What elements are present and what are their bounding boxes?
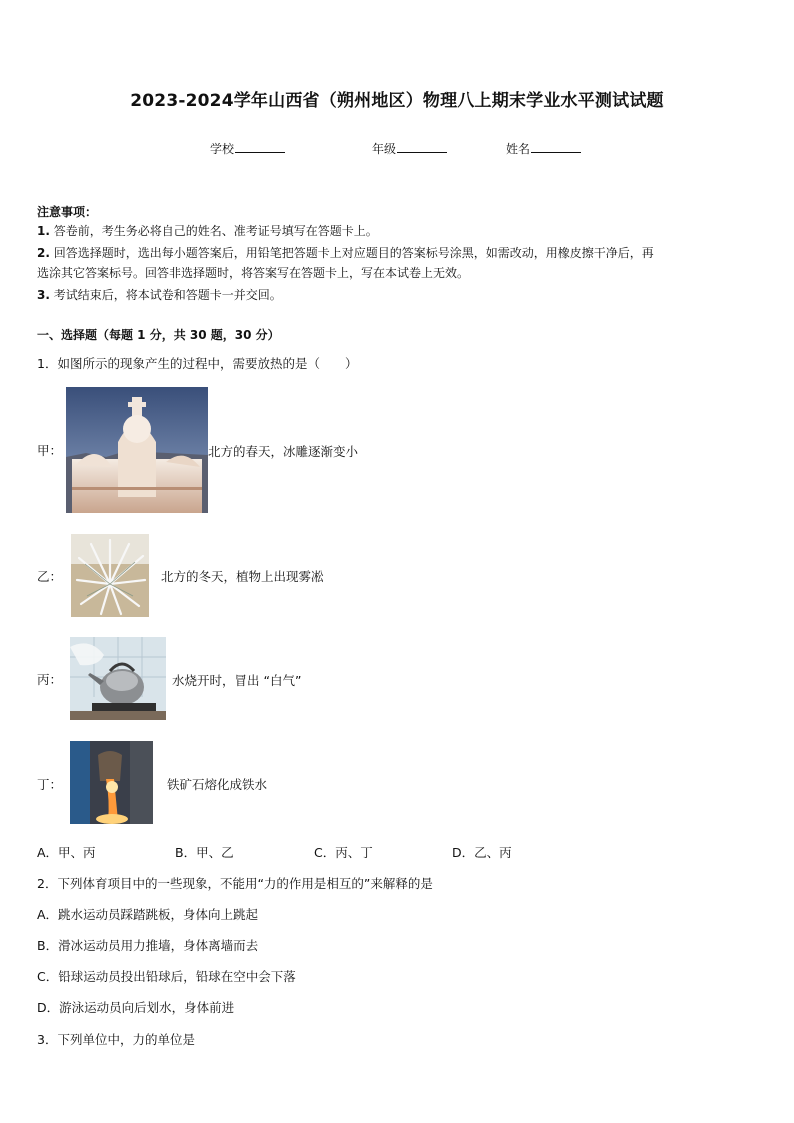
q1-option-c: C．丙、丁 [314,845,373,860]
item-caption-bing: 水烧开时，冒出 “白气” [172,673,302,688]
name-field [506,140,581,157]
notice-item-text: 考试结束后，将本试卷和答题卡一并交回。 [53,288,282,302]
rime-plant-image [71,534,149,617]
name-blank [531,141,581,153]
notice-item-text: 答卷前，考生务必将自己的姓名、准考证号填写在答题卡上。 [53,224,378,238]
q1-option-d: D．乙、丙 [452,845,512,860]
notice-item-text: 回答选择题时，选出每小题答案后，用铅笔把答题卡上对应题目的答案标号涂黑，如需改动，用橡皮擦干净后，再 [53,246,654,260]
question-1-stem: 1．如图所示的现象产生的过程中，需要放热的是（ ） [37,356,358,371]
item-caption-jia: 北方的春天，冰雕逐渐变小 [208,444,359,459]
item-label-jia: 甲： [37,443,63,458]
q1-option-a: A．甲、丙 [37,845,96,860]
notice-item-number: 3. [37,288,50,302]
school-blank [235,141,285,153]
notice-item-number: 2. [37,246,50,260]
q2-option-a: A．跳水运动员踩踏跳板，身体向上跳起 [37,907,259,922]
grade-blank [397,141,447,153]
name-label: 姓名 [506,142,531,156]
notice-item-number: 1. [37,224,50,238]
exam-title: 2023-2024学年山西省（朔州地区）物理八上期末学业水平测试试题 [130,91,664,111]
section-heading: 一、选择题（每题 1 分，共 30 题，30 分） [37,328,280,342]
q2-option-d: D．游泳运动员向后划水，身体前进 [37,1000,235,1015]
notice-item-3 [37,285,761,305]
notice-item-text: 选涂其它答案标号。回答非选择题时，将答案写在答题卡上，写在本试卷上无效。 [37,266,470,280]
q2-option-b: B．滑冰运动员用力推墙，身体离墙而去 [37,938,259,953]
question-3-stem: 3．下列单位中，力的单位是 [37,1032,195,1047]
item-caption-ding: 铁矿石熔化成铁水 [167,777,268,792]
q2-option-c: C．铅球运动员投出铅球后，铅球在空中会下落 [37,969,296,984]
notice-item-2 [37,243,761,263]
notice-item-1 [37,221,761,241]
school-field [210,140,285,157]
grade-label: 年级 [372,142,397,156]
item-label-yi: 乙： [37,569,63,584]
notice-item-2-continued [37,263,761,283]
item-label-bing: 丙： [37,672,63,687]
item-caption-yi: 北方的冬天，植物上出现雾凇 [161,569,324,584]
molten-iron-image [70,741,153,824]
ice-sculpture-image [66,387,208,513]
grade-field [372,140,447,157]
item-label-ding: 丁： [37,777,63,792]
school-label: 学校 [210,142,235,156]
boiling-kettle-image [70,637,166,720]
question-2-stem: 2．下列体育项目中的一些现象，不能用“力的作用是相互的”来解释的是 [37,876,433,891]
notice-heading: 注意事项： [37,205,98,219]
q1-option-b: B．甲、乙 [175,845,234,860]
